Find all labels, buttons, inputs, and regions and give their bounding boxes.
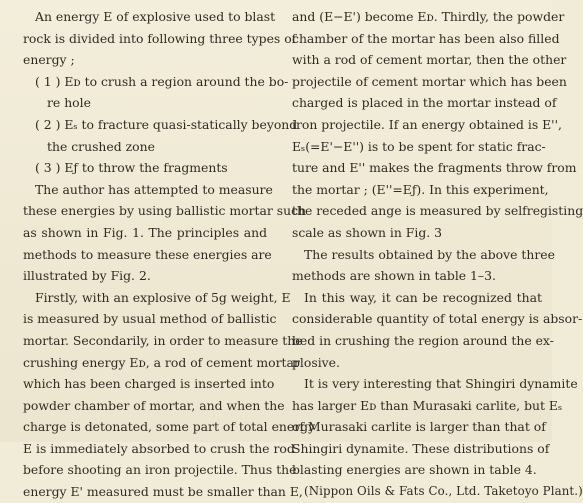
text-line: of Murasaki carlite is larger than that of — [292, 419, 546, 435]
text-line: The results obtained by the above three — [304, 246, 555, 262]
text-line: E is immediately absorbed to crush the rod — [23, 440, 295, 456]
right-column — [292, 6, 583, 503]
text-line: powder chamber of mortar, and when the — [23, 397, 285, 413]
text-line: An energy E of explosive used to blast — [35, 9, 276, 24]
text-line: iron projectile. If an energy obtained is E'', — [292, 116, 562, 132]
text-line: energy ; — [23, 52, 75, 68]
text-line: charged is placed in the mortar instead of — [292, 95, 557, 111]
text-line: plosive. — [292, 354, 340, 370]
text-line: illustrated by Fig. 2. — [23, 268, 151, 284]
text-line: and (E−E') become Eᴅ. Thirdly, the powder — [292, 9, 565, 24]
text-line: projectile of cement mortar which has been — [292, 73, 567, 89]
text-line: bed in crushing the region around the ex- — [292, 332, 554, 348]
text-line: these energies by using ballistic mortar such — [23, 203, 307, 219]
text-line: It is very interesting that Shingiri dynamite — [304, 376, 578, 392]
text-line: ture and E'' makes the fragments throw from — [292, 160, 577, 176]
text-line: Firstly, with an explosive of 5g weight, E — [35, 289, 291, 305]
text-line: rock is divided into following three types of — [23, 30, 297, 46]
text-line: has larger Eᴅ than Murasaki carlite, but Eₛ — [292, 397, 563, 413]
text-line: crushing energy Eᴅ, a rod of cement mortar — [23, 354, 300, 370]
text-line: energy E' measured must be smaller than E, — [23, 484, 303, 500]
text-line: (Nippon Oils & Fats Co., Ltd. Taketoyo Plant.) — [304, 484, 583, 499]
text-line: the crushed zone — [47, 138, 155, 154]
text-line: before shooting an iron projectile. Thus the — [23, 462, 297, 478]
text-line: methods are shown in table 1–3. — [292, 268, 496, 284]
text-line: the mortar ; (E''=Eƒ). In this experiment, — [292, 181, 549, 197]
text-line: In this way, it can be recognized that — [304, 289, 542, 305]
text-line: ( 1 ) Eᴅ to crush a region around the bo- — [35, 73, 289, 89]
text-line: as shown in Fig. 1. The principles and — [23, 224, 267, 240]
text-line: with a rod of cement mortar, then the other — [292, 52, 567, 68]
text-line: methods to measure these energies are — [23, 246, 272, 262]
text-line: chamber of the mortar has been also filled — [292, 30, 560, 46]
text-line: considerable quantity of total energy is absor- — [292, 311, 583, 327]
text-line: blasting energies are shown in table 4. — [292, 462, 537, 478]
text-line: mortar. Secondarily, in order to measure the — [23, 332, 303, 348]
text-line: ( 3 ) Eƒ to throw the fragments — [35, 160, 228, 176]
text-line: the receded ange is measured by selfregisting — [292, 203, 583, 219]
text-line: charge is detonated, some part of total energy — [23, 419, 316, 435]
text-line: re hole — [47, 95, 91, 111]
text-line: The author has attempted to measure — [35, 181, 273, 197]
left-column — [23, 6, 316, 503]
text-line: ( 2 ) Eₛ to fracture quasi-statically beyond — [35, 116, 298, 132]
text-line: which has been charged is inserted into — [23, 376, 275, 392]
text-line: Shingiri dynamite. These distributions of — [292, 440, 550, 456]
text-line: Eₛ(=E'−E'') is to be spent for static frac- — [292, 138, 546, 154]
text-line: scale as shown in Fig. 3 — [292, 224, 443, 240]
text-line: is measured by usual method of ballistic — [23, 311, 277, 327]
